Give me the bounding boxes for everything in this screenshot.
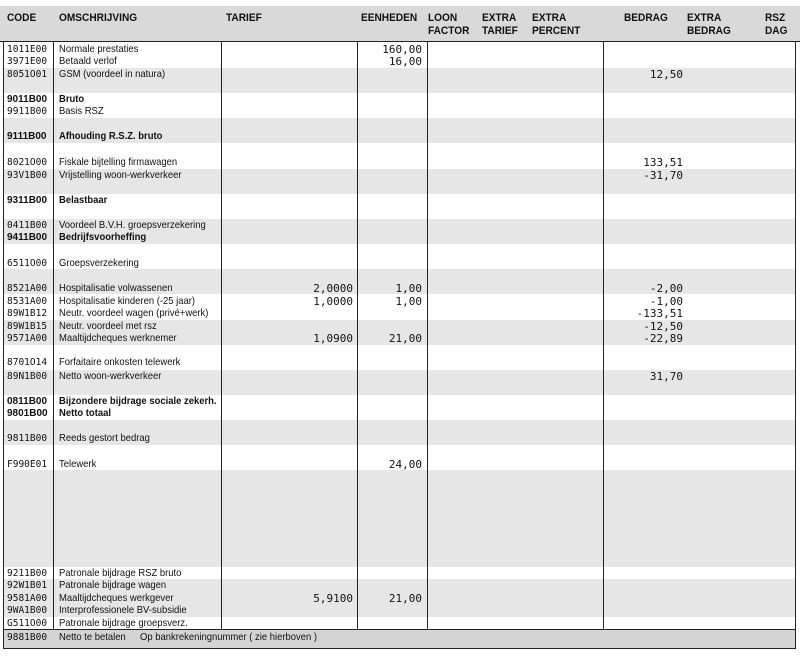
row-code: F990E01 xyxy=(7,459,48,470)
row-code: 8051O01 xyxy=(7,69,48,80)
header-extra-tarief: EXTRA TARIEF xyxy=(482,12,518,37)
header-extra-percent: EXTRA PERCENT xyxy=(532,12,581,37)
table-row xyxy=(0,231,800,244)
row-code: 9811B00 xyxy=(7,433,48,444)
footer-row xyxy=(4,629,795,648)
row-code: 9411B00 xyxy=(7,232,48,243)
row-description: Neutr. voordeel met rsz xyxy=(59,320,157,332)
row-bedrag: -1,00 xyxy=(649,295,683,308)
row-description: Patronale bijdrage wagen xyxy=(59,579,167,591)
row-tarief: 2,0000 xyxy=(313,282,353,295)
table-row xyxy=(0,579,800,592)
row-code: 89N1B00 xyxy=(7,371,48,382)
row-code: 9211B00 xyxy=(7,568,48,579)
row-description: Bijzondere bijdrage sociale zekerh. xyxy=(59,395,217,407)
row-description: Interprofessionele BV-subsidie xyxy=(59,604,187,616)
row-description: Hospitalisatie volwassenen xyxy=(59,282,173,294)
row-description: Hospitalisatie kinderen (-25 jaar) xyxy=(59,295,196,307)
row-tarief: 1,0900 xyxy=(313,332,353,345)
row-code: 0811B00 xyxy=(7,396,48,407)
row-description: Bedrijfsvoorheffing xyxy=(59,231,147,243)
row-code: 8531A00 xyxy=(7,296,48,307)
row-description: Telewerk xyxy=(59,458,97,470)
row-description: Reeds gestort bedrag xyxy=(59,432,150,444)
row-description: Basis RSZ xyxy=(59,105,104,117)
table-header xyxy=(0,6,800,42)
row-bedrag: 31,70 xyxy=(649,370,683,383)
row-code: 9581A00 xyxy=(7,593,48,604)
row-code: 8701O14 xyxy=(7,357,48,368)
table-row xyxy=(0,407,800,420)
row-eenheden: 24,00 xyxy=(388,458,422,471)
row-code: 1011E00 xyxy=(7,44,48,55)
row-code: 3971E00 xyxy=(7,56,48,67)
table-row xyxy=(0,105,800,118)
row-description: Netto totaal xyxy=(59,407,111,419)
row-code: 89W1B12 xyxy=(7,308,48,319)
header-code: CODE xyxy=(7,12,37,24)
row-description: Bruto xyxy=(59,93,85,105)
row-description: Betaald verlof xyxy=(59,55,117,67)
row-code: 92W1B01 xyxy=(7,580,48,591)
row-bedrag: -133,51 xyxy=(636,307,683,320)
table-row xyxy=(0,307,800,320)
row-code: 9911B00 xyxy=(7,106,48,117)
table-row xyxy=(0,68,800,81)
row-code: 9011B00 xyxy=(7,94,48,105)
row-code: G511O00 xyxy=(7,618,48,629)
row-description: Belastbaar xyxy=(59,194,108,206)
header-tarief: TARIEF xyxy=(226,12,262,24)
row-description: Voordeel B.V.H. groepsverzekering xyxy=(59,219,206,231)
row-description: Netto woon-werkverkeer xyxy=(59,370,162,382)
header-eenheden: EENHEDEN xyxy=(361,12,418,24)
row-eenheden: 160,00 xyxy=(382,43,422,56)
table-row xyxy=(0,282,800,295)
table-row xyxy=(0,432,800,445)
footer-note: Op bankrekeningnummer ( zie hierboven ) xyxy=(140,631,318,643)
row-description: Maaltijdcheques werknemer xyxy=(59,332,177,344)
row-bedrag: -12,50 xyxy=(643,320,683,333)
row-tarief: 1,0000 xyxy=(313,295,353,308)
frame-top xyxy=(0,41,800,42)
row-bedrag: 133,51 xyxy=(643,156,683,169)
row-description: Groepsverzekering xyxy=(59,257,139,269)
row-code: 9801B00 xyxy=(7,408,48,419)
row-bedrag: -22,89 xyxy=(643,332,683,345)
row-description: Fiskale bijtelling firmawagen xyxy=(59,156,178,168)
frame-bottom xyxy=(3,648,796,649)
row-bedrag: -31,70 xyxy=(643,169,683,182)
footer-code: 9881B00 xyxy=(7,632,48,643)
row-code: 9111B00 xyxy=(7,131,47,142)
header-rsz-dag: RSZ DAG xyxy=(765,12,788,37)
row-eenheden: 1,00 xyxy=(395,295,422,308)
table-row xyxy=(0,356,800,369)
table-row xyxy=(0,194,800,207)
table-row xyxy=(0,257,800,270)
row-eenheden: 21,00 xyxy=(388,592,422,605)
row-code: 8021O00 xyxy=(7,157,48,168)
footer-description: Netto te betalen xyxy=(59,631,126,643)
table-row xyxy=(0,55,800,68)
row-description: GSM (voordeel in natura) xyxy=(59,68,166,80)
row-description: Patronale bijdrage groepsverz. xyxy=(59,617,188,629)
row-eenheden: 16,00 xyxy=(388,55,422,68)
table-row xyxy=(0,604,800,617)
header-extra-bedrag: EXTRA BEDRAG xyxy=(687,12,731,37)
row-stripe xyxy=(4,470,795,567)
row-description: Neutr. voordeel wagen (privé+werk) xyxy=(59,307,209,319)
row-description: Maaltijdcheques werkgever xyxy=(59,592,174,604)
row-code: 89W1B15 xyxy=(7,321,48,332)
row-description: Afhouding R.S.Z. bruto xyxy=(59,130,163,142)
table-row xyxy=(0,370,800,383)
header-bedrag: BEDRAG xyxy=(624,12,668,24)
table-row xyxy=(0,458,800,471)
row-bedrag: 12,50 xyxy=(649,68,683,81)
row-description: Normale prestaties xyxy=(59,43,139,55)
row-bedrag: -2,00 xyxy=(649,282,683,295)
row-code: 9571A00 xyxy=(7,333,48,344)
row-description: Patronale bijdrage RSZ bruto xyxy=(59,567,182,579)
row-tarief: 5,9100 xyxy=(313,592,353,605)
table-row xyxy=(0,156,800,169)
header-omschrijving: OMSCHRIJVING xyxy=(59,12,138,24)
row-code: 8521A00 xyxy=(7,283,48,294)
row-code: 6511O00 xyxy=(7,258,48,269)
row-description: Vrijstelling woon-werkverkeer xyxy=(59,169,182,181)
row-description: Forfaitaire onkosten telewerk xyxy=(59,356,181,368)
row-eenheden: 21,00 xyxy=(388,332,422,345)
row-code: 93V1B00 xyxy=(7,170,48,181)
table-row xyxy=(0,169,800,182)
table-row xyxy=(0,332,800,345)
table-row xyxy=(0,130,800,143)
row-code: 9311B00 xyxy=(7,195,48,206)
row-eenheden: 1,00 xyxy=(395,282,422,295)
row-code: 0411B00 xyxy=(7,220,48,231)
row-code: 9WA1B00 xyxy=(7,605,48,616)
header-loon-factor: LOON FACTOR xyxy=(428,12,470,37)
